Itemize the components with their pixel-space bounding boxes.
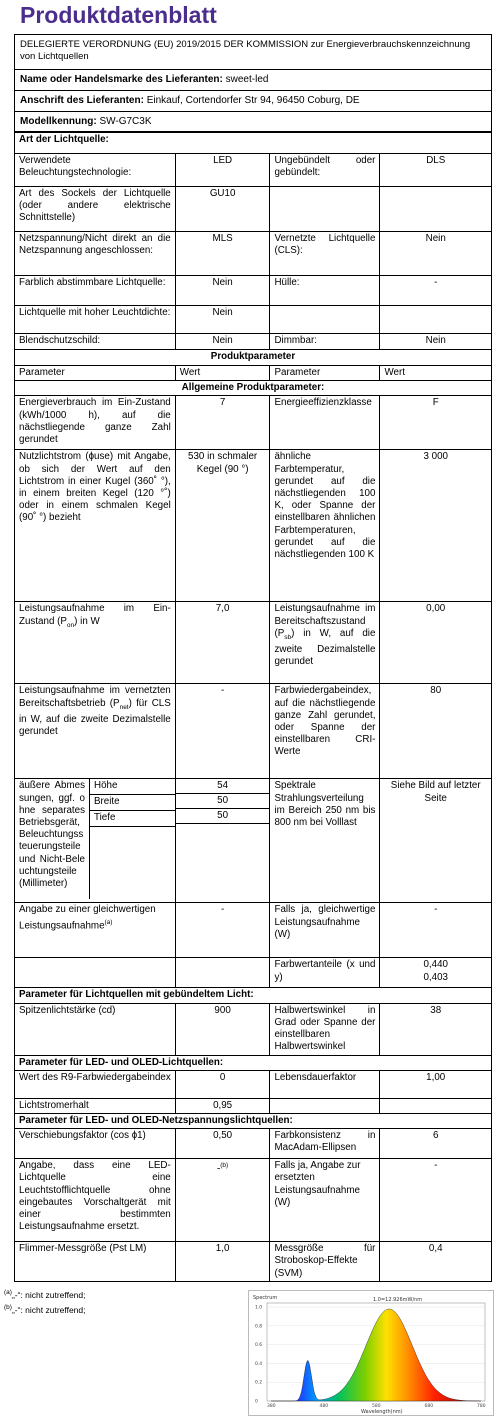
spectrum-y-tick: 0.6	[255, 1343, 263, 1349]
address-label: Anschrift des Lieferanten:	[20, 95, 144, 106]
spectrum-y-tick: 1.0	[255, 1305, 263, 1311]
table-row: Verschiebungsfaktor (cos ɸ1) 0,50 Farbkonsistenz in MacAdam-Ellipsen 6	[15, 1129, 492, 1159]
table-row: Wert des R9-Farbwiedergabeindex 0 Lebensdauerfaktor 1,00	[15, 1070, 492, 1098]
spectrum-curve	[271, 1309, 481, 1401]
section-mains: Parameter für LED- und OLED-Netzspannungslichtquellen:	[15, 1114, 492, 1129]
spectrum-x-tick: 580	[372, 1404, 381, 1409]
footnote-b: $^{(b)}$„-“: nicht zutreffend;	[4, 1304, 86, 1315]
spectrum-x-tick: 480	[319, 1404, 329, 1409]
table-row: Farbwertanteile (x und y) 0,440 0,403	[15, 958, 492, 988]
table-row: Farblich abstimmbare Lichtquelle: Nein Hülle: -	[15, 276, 492, 306]
table-row: Flimmer-Messgröße (Pst LM) 1,0 Messgröße für Stroboskop-Effekte (SVM) 0,4	[15, 1242, 492, 1282]
supplier-label: Name oder Handelsmarke des Lieferanten:	[20, 74, 223, 85]
table-row: Lichtstromerhalt 0,95	[15, 1098, 492, 1113]
table-row: Leistungsaufnahme im Ein-Zustand $(P_{on})$ in W 7,0 Leistungsaufnahme im Bereitschaftszustand $(P_{sb})$ in W, auf die zweite Dezimalstelle gerundet 0,00	[15, 602, 492, 684]
section-general: Allgemeine Produktparameter:	[15, 381, 492, 396]
table-row: Blendschutzschild: Nein Dimmbar: Nein	[15, 334, 492, 350]
address-value: Einkauf, Cortendorfer Str 94, 96450 Coburg, DE	[146, 95, 360, 106]
main-table	[14, 132, 492, 1282]
spectrum-x-tick: 680	[424, 1404, 434, 1409]
table-row: Lichtquelle mit hoher Leuchtdichte: Nein	[15, 306, 492, 334]
model-value: SW-G7C3K	[99, 116, 152, 127]
table-row: Energieverbrauch im Ein-Zustand (kWh/1000 h), auf die nächstliegende ganze Zahl gerundet 7 Energieeffizienzklasse F	[15, 396, 492, 450]
spectrum-y-tick: 0.4	[255, 1361, 263, 1367]
page-title: Produktdatenblatt	[20, 2, 217, 28]
dimensions-row: äußere Abmessungen, ggf. ohne separates Betriebsgerät, Beleuchtungssteuerungsteile und Nicht-Beleuchtungsteile (Millimeter) Höhe Breite Tiefe 54 50 50 Spektrale Strahlungsverteilung im Bereich 250 nm bis 800 nm bei Volllast Siehe Bild auf letzter Seite	[15, 779, 492, 903]
supplier-value: sweet-led	[225, 74, 269, 85]
address-row	[14, 91, 492, 112]
model-row	[14, 112, 492, 132]
model-label: Modellkennung:	[20, 116, 97, 127]
section-params: Produktparameter	[15, 350, 492, 366]
section-type: Art der Lichtquelle:	[15, 133, 492, 154]
spectrum-y-tick: 0.8	[255, 1324, 263, 1330]
supplier-row	[14, 70, 492, 91]
table-row: Netzspannung/Nicht direkt an die Netzspannung angeschlossen: MLS Vernetzte Lichtquelle (CLS): Nein	[15, 232, 492, 276]
spectrum-x-tick: 380	[267, 1404, 276, 1409]
column-header-row: Parameter Wert Parameter Wert	[15, 366, 492, 381]
table-row: Verwendete Beleuchtungstechnologie: LED Ungebündelt oder gebündelt: DLS	[15, 154, 492, 187]
regulation-text: DELEGIERTE VERORDNUNG (EU) 2019/2015 DER KOMMISSION zur Energieverbrauchskennzeichnung von Lichtquellen	[14, 34, 492, 70]
spectrum-y-tick: 0.2	[255, 1380, 263, 1386]
spectrum-y-tick: 0	[255, 1399, 258, 1405]
table-row: Art des Sockels der Lichtquelle (oder andere elektrische Schnittstelle) GU10	[15, 187, 492, 232]
footnote-a: $^{(a)}$„-“: nicht zutreffend;	[4, 1289, 86, 1300]
table-row: Nutzlichtstrom (ɸuse) mit Angabe, ob sich der Wert auf den Lichtstrom in einer Kugel (360˚ °), in einem breiten Kegel (120 °˚) oder in einem schmalen Kegel (90˚ °) bezieht 530 in schmaler Kegel (90 °) ähnliche Farbtemperatur, gerundet auf die nächstliegenden 100 K, oder Spanne der einstellbaren ähnlichen Farbtemperaturen, gerundet auf die nächstliegenden 100 K 3 000	[15, 450, 492, 602]
section-directional: Parameter für Lichtquellen mit gebündeltem Licht:	[15, 988, 492, 1003]
spectrum-header: 1.0=12.926mW/nm	[373, 1297, 423, 1303]
table-row: Leistungsaufnahme im vernetzten Bereitschaftsbetrieb $(P_{net})$ für CLS in W, auf die zweite Dezimalstelle gerundet - Farbwiedergabeindex, auf die nächstliegende ganze Zahl gerundet, oder Spanne der einstellbaren CRI-Werte 80	[15, 684, 492, 779]
section-led: Parameter für LED- und OLED-Lichtquellen:	[15, 1055, 492, 1070]
table-row: Angabe zu einer gleichwertigen Leistungsaufnahme$^{(a)}$ - Falls ja, gleichwertige Leistungsaufnahme (W) -	[15, 903, 492, 958]
spectrum-y-title: Spectrum	[253, 1295, 278, 1301]
spectrum-x-title: Wavelength(nm)	[361, 1409, 403, 1415]
table-row: Angabe, dass eine LED-Lichtquelle eine Leuchtstofflichtquelle ohne eingebautes Vorschaltgerät mit einer bestimmten Leistungsaufnahme ersetzt. -$^{(b)}$ Falls ja, Angabe zur ersetzten Leistungsaufnahme (W) -	[15, 1159, 492, 1242]
spectrum-x-tick: 780	[477, 1404, 486, 1409]
table-row: Spitzenlichtstärke (cd) 900 Halbwertswinkel in Grad oder Spanne der einstellbaren Halbwertswinkel 38	[15, 1003, 492, 1055]
spectrum-chart	[248, 1290, 494, 1416]
